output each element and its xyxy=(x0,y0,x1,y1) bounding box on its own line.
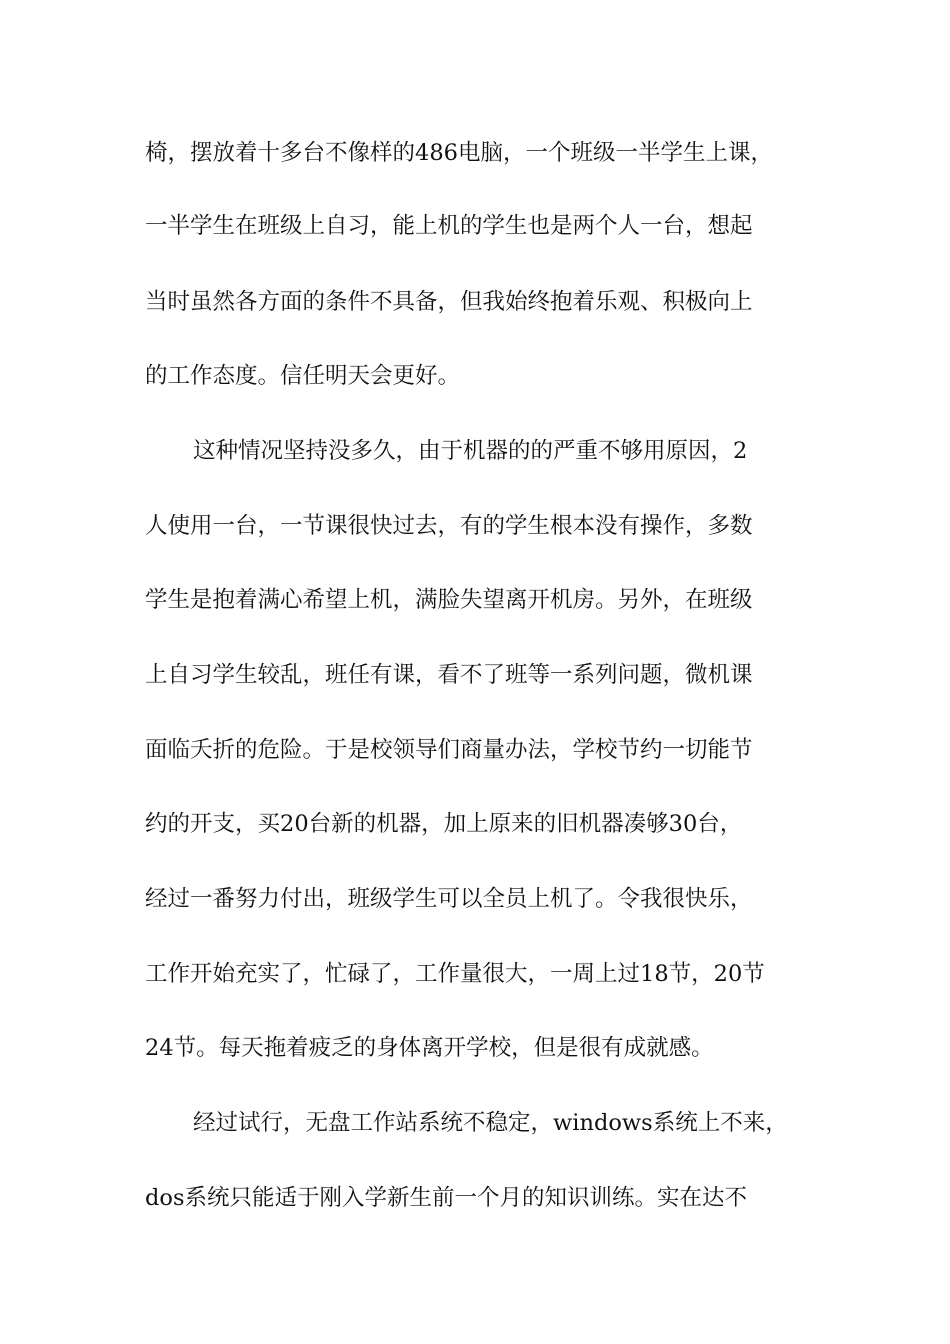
text-line: 的工作态度。信任明天会更好。 xyxy=(145,363,461,389)
text-line: 当时虽然各方面的条件不具备，但我始终抱着乐观、积极向上 xyxy=(145,289,753,315)
text-line: 工作开始充实了，忙碌了，工作量很大，一周上过18节，20节 xyxy=(145,961,765,987)
text-line: 人使用一台，一节课很快过去，有的学生根本没有操作，多数 xyxy=(145,513,753,539)
text-line: dos系统只能适于刚入学新生前一个月的知识训练。实在达不 xyxy=(145,1185,747,1211)
text-line: 一半学生在班级上自习，能上机的学生也是两个人一台，想起 xyxy=(145,213,753,239)
text-line: 面临夭折的危险。于是校领导们商量办法，学校节约一切能节 xyxy=(145,737,753,763)
text-line: 24节。每天拖着疲乏的身体离开学校，但是很有成就感。 xyxy=(145,1035,714,1061)
text-line: 椅，摆放着十多台不像样的486电脑，一个班级一半学生上课， xyxy=(145,140,773,166)
paragraph-first-line: 这种情况坚持没多久，由于机器的的严重不够用原因，2 xyxy=(193,438,748,464)
text-line: 约的开支，买20台新的机器，加上原来的旧机器凑够30台， xyxy=(145,811,743,837)
text-line: 学生是抱着满心希望上机，满脸失望离开机房。另外，在班级 xyxy=(145,587,753,613)
text-line: 经过一番努力付出，班级学生可以全员上机了。令我很快乐， xyxy=(145,886,753,912)
paragraph-first-line: 经过试行，无盘工作站系统不稳定，windows系统上不来， xyxy=(193,1110,788,1136)
text-line: 上自习学生较乱，班任有课，看不了班等一系列问题，微机课 xyxy=(145,662,753,688)
